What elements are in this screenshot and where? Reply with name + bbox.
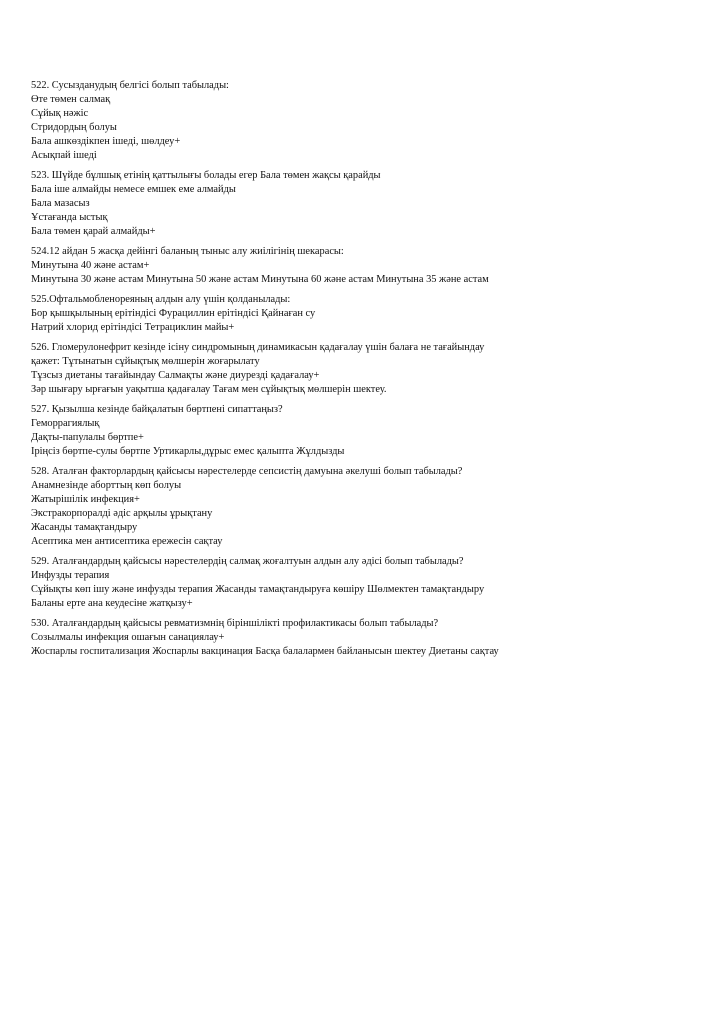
question-block — [31, 617, 701, 659]
question-block — [31, 79, 701, 163]
answer-line: Дақты-папулалы бөртпе+ — [31, 432, 144, 443]
answer-line: Асептика мен антисептика ережесін сақтау — [31, 536, 223, 547]
question-text: 526. Гломерулонефрит кезінде ісіну синдромының динамикасын қадағалау үшін балаға не тағайындау — [31, 342, 485, 353]
question-block — [31, 403, 701, 459]
answer-line: Іріңсіз бөртпе-сулы бөртпе Уртикарлы,дұрыс емес қалыпта Жұлдызды — [31, 446, 345, 457]
answer-line: Бала ашкөздікпен ішеді, шөлдеу+ — [31, 136, 181, 147]
answer-line: Созылмалы инфекция ошағын санациялау+ — [31, 632, 225, 643]
answer-line: Зәр шығару ырғағын уақытша қадағалау Тағам мен сұйықтық мөлшерін шектеу. — [31, 384, 387, 395]
answer-line: Инфузды терапия — [31, 570, 110, 581]
answer-line: Жасанды тамақтандыру — [31, 522, 138, 533]
question-block — [31, 245, 701, 287]
question-block — [31, 465, 701, 549]
answer-line: Минутына 40 және астам+ — [31, 260, 150, 271]
question-text: 522. Сусызданудың белгісі болып табылады: — [31, 80, 229, 91]
answer-line: Стридордың болуы — [31, 122, 117, 133]
question-text: 525.Офтальмобленореяның алдын алу үшін қолданылады: — [31, 294, 291, 305]
answer-line: Бала мазасыз — [31, 198, 90, 209]
answer-line: Анамнезінде аборттың көп болуы — [31, 480, 182, 491]
answer-line: Ұстағанда ыстық — [31, 212, 108, 223]
answer-line: Бор қышқылының ерітіндісі Фурациллин ерітіндісі Қайнаған су — [31, 308, 316, 319]
answer-line: Бала төмен қарай алмайды+ — [31, 226, 156, 237]
question-block — [31, 293, 701, 335]
question-block — [31, 169, 701, 239]
answer-line: Минутына 30 және астам Минутына 50 және астам Минутына 60 және астам Минутына 35 және астам — [31, 274, 489, 285]
answer-line: Тұзсыз диетаны тағайындау Салмақты және диурезді қадағалау+ — [31, 370, 320, 381]
answer-line: Натрий хлорид ерітіндісі Тетрациклин майы+ — [31, 322, 235, 333]
question-list — [31, 79, 701, 665]
answer-line: Жоспарлы госпитализация Жоспарлы вакцинация Басқа балалармен байланысын шектеу Диетаны сақтау — [31, 646, 499, 657]
answer-line: Жатырішілік инфекция+ — [31, 494, 140, 505]
answer-line: Баланы ерте ана кеудесіне жатқызу+ — [31, 598, 193, 609]
question-text: 524.12 айдан 5 жасқа дейінгі баланың тыныс алу жиілігінің шекарасы: — [31, 246, 344, 257]
answer-line: Асықпай ішеді — [31, 150, 97, 161]
question-block — [31, 341, 701, 397]
question-text: 530. Аталғандардың қайсысы ревматизмнің біріншілікті профилактикасы болып табылады? — [31, 618, 439, 629]
question-text: 529. Аталғандардың қайсысы нәрестелердің салмақ жоғалтуын алдын алу әдісі болып табылады? — [31, 556, 464, 567]
answer-line: Геморрагиялық — [31, 418, 100, 429]
question-text: 527. Қызылша кезінде байқалатын бөртпені сипаттаңыз? — [31, 404, 283, 415]
question-block — [31, 555, 701, 611]
question-text: 528. Аталған факторлардың қайсысы нәрестелерде сепсистің дамуына әкелуші болып табылады? — [31, 466, 463, 477]
answer-line: Сұйықты көп ішу және инфузды терапия Жасанды тамақтандыруға көшіру Шөлмектен тамақтандыру — [31, 584, 485, 595]
answer-line: Экстракорпоралді әдіс арқылы ұрықтану — [31, 508, 213, 519]
answer-line: Бала іше алмайды немесе емшек еме алмайды — [31, 184, 236, 195]
answer-line: Өте төмен салмақ — [31, 94, 111, 105]
question-text: 523. Шүйде бұлшық етінің қаттылығы болады егер Бала төмен жақсы қарайды — [31, 170, 381, 181]
answer-line: қажет: Тұтынатын сұйықтық мөлшерін жоғарылату — [31, 356, 260, 367]
answer-line: Сұйық нәжіс — [31, 108, 89, 119]
